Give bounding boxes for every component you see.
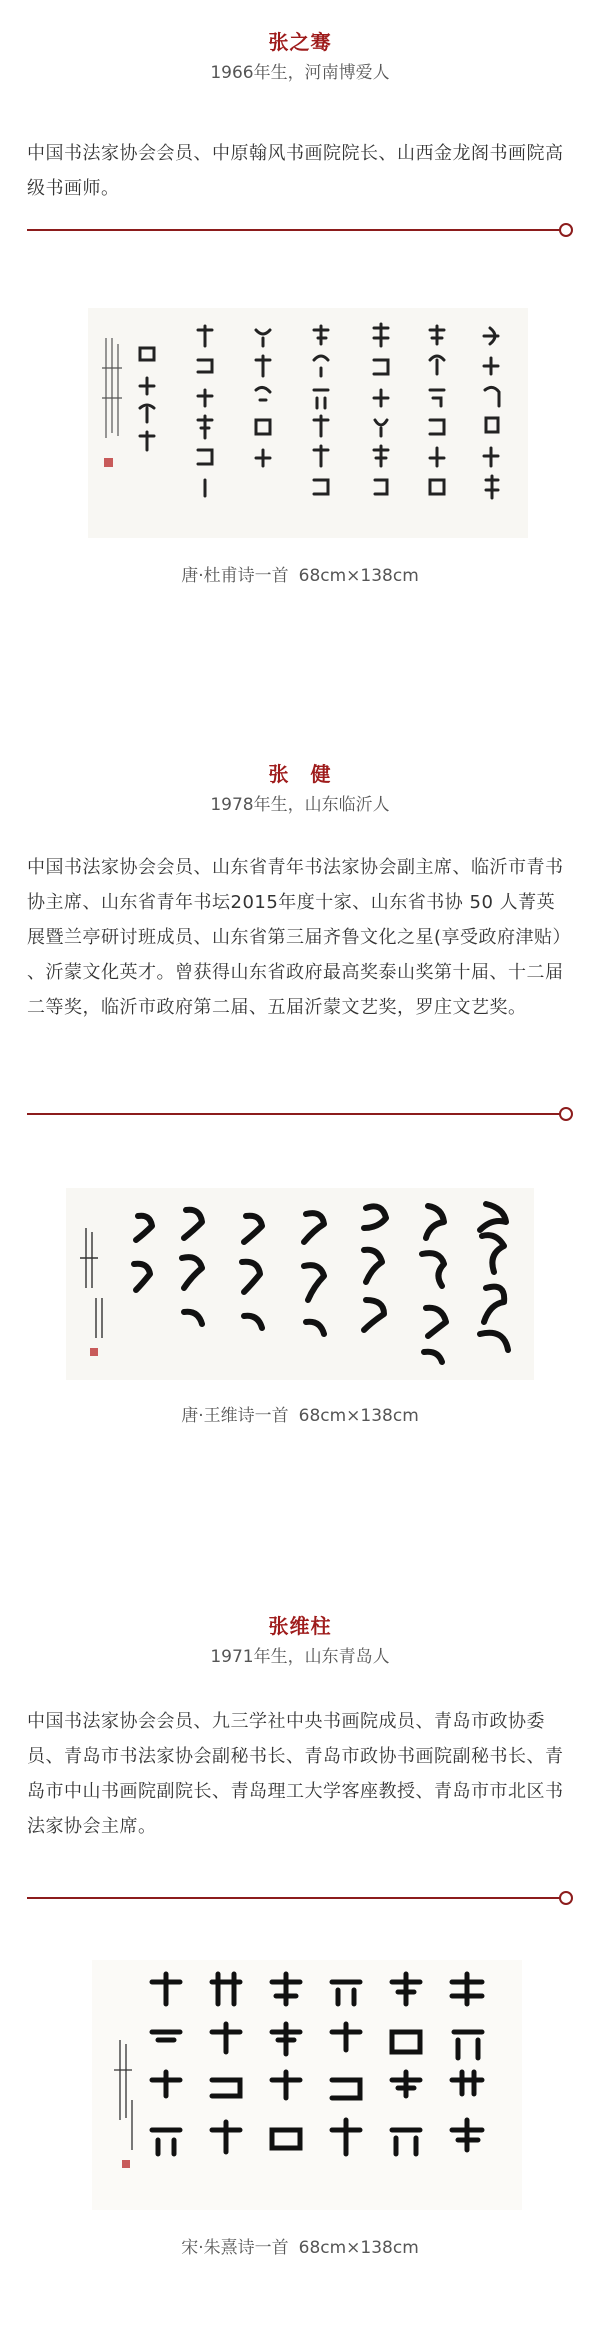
artist-name: 张 健 [268, 762, 332, 786]
artwork-title: 唐·杜甫诗一首 [181, 566, 289, 586]
section-divider [27, 223, 573, 237]
artwork-caption [0, 564, 600, 588]
artwork-size: 68cm×138cm [298, 566, 419, 586]
artwork-caption [0, 1404, 600, 1428]
calligraphy-clerical-script-icon [92, 1960, 522, 2210]
section-divider [27, 1107, 573, 1121]
divider-dot-icon [559, 1107, 573, 1121]
section-divider [27, 1891, 573, 1905]
artwork-size: 68cm×138cm [298, 1406, 419, 1426]
artist-name: 张维柱 [268, 1614, 332, 1638]
artist-section-1 [0, 28, 600, 86]
divider-dot-icon [559, 223, 573, 237]
artwork-caption [0, 2236, 600, 2260]
artwork-image[interactable] [66, 1188, 534, 1380]
artist-name: 张之骞 [268, 30, 332, 54]
artist-meta: 1971年生，山东青岛人 [210, 1647, 390, 1667]
artist-section-3 [0, 1612, 600, 1670]
divider-dot-icon [559, 1891, 573, 1905]
artist-section-2 [0, 760, 600, 818]
artwork-image[interactable] [92, 1960, 522, 2210]
artist-meta: 1978年生，山东临沂人 [210, 795, 390, 815]
artwork-size: 68cm×138cm [298, 2238, 419, 2258]
calligraphy-cursive-script-icon [66, 1188, 534, 1380]
artwork-title: 唐·王维诗一首 [181, 1406, 289, 1426]
artist-meta: 1966年生，河南博爱人 [210, 63, 390, 83]
artist-bio: 中国书法家协会会员、中原翰风书画院院长、山西金龙阁书画院高级书画师。 [27, 143, 564, 199]
calligraphy-seal-script-icon [88, 308, 528, 538]
artwork-title: 宋·朱熹诗一首 [181, 2238, 289, 2258]
artwork-image[interactable] [88, 308, 528, 538]
artist-bio: 中国书法家协会会员、山东省青年书法家协会副主席、临沂市青书协主席、山东省青年书坛2015年度十家、山东省书协 50 人菁英展暨兰亭研讨班成员、山东省第三届齐鲁文化之星(享受政府津贴） 、沂蒙文化英才。曾获得山东省政府最高奖泰山奖第十届、十二届二等奖，临沂市政府第二届、五届沂蒙文艺奖，罗庄文艺奖。 [27, 857, 572, 1018]
artist-bio: 中国书法家协会会员、九三学社中央书画院成员、青岛市政协委员、青岛市书法家协会副秘书长、青岛市政协书画院副秘书长、青岛市中山书画院副院长、青岛理工大学客座教授、青岛市市北区书法家协会主席。 [27, 1711, 564, 1837]
